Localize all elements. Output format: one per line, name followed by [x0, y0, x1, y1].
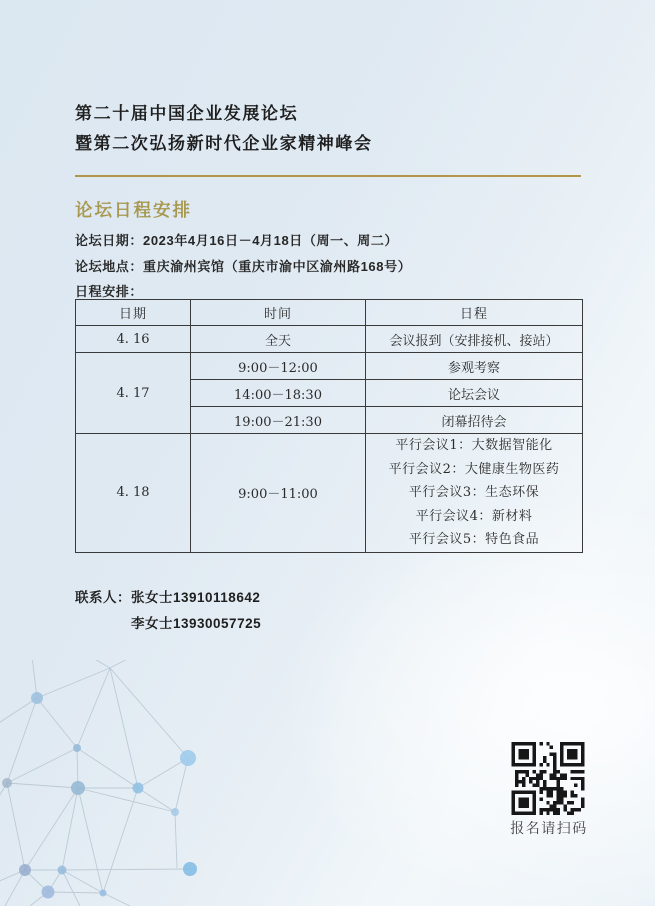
- schedule-table: [75, 299, 583, 553]
- event-cell: 参观考察: [366, 353, 583, 380]
- table-header-cell: 日程: [366, 300, 583, 326]
- page-title-line1: 第二十届中国企业发展论坛: [75, 104, 299, 123]
- time-cell: 19:00－21:30: [191, 407, 366, 434]
- event-line: 平行会议4：新材料: [415, 508, 533, 524]
- schedule-label: 日程安排：: [75, 284, 144, 299]
- qr-code-image: [510, 742, 586, 815]
- event-cell: 论坛会议: [366, 380, 583, 407]
- schedule-table-container: [75, 299, 582, 553]
- event-line: 平行会议1：大数据智能化: [395, 438, 553, 453]
- time-cell: 9:00－11:00: [191, 434, 366, 553]
- contact-name-phone-2: 李女士13930057725: [131, 616, 262, 631]
- contact-line-1: [75, 586, 260, 606]
- section-heading: 论坛日程安排: [75, 200, 192, 220]
- event-cell: 闭幕招待会: [366, 407, 583, 434]
- table-header-cell: 日期: [76, 300, 191, 326]
- page-title-line2: 暨第二次弘扬新时代企业家精神峰会: [75, 134, 373, 153]
- registration-qr-code: [510, 742, 586, 815]
- contact-label: 联系人：: [75, 590, 131, 605]
- qr-caption: 报名请扫码: [510, 821, 588, 837]
- forum-venue-line: 论坛地点：重庆渝州宾馆（重庆市渝中区渝州路168号）: [75, 259, 412, 274]
- event-line: 平行会议3：生态环保: [408, 485, 540, 501]
- table-header-cell: 时间: [191, 300, 366, 326]
- gold-divider: [75, 175, 581, 177]
- table-row: [76, 326, 583, 353]
- table-row: [76, 434, 583, 553]
- date-cell: 4. 16: [76, 326, 191, 353]
- event-line: 平行会议2：大健康生物医药: [388, 461, 560, 477]
- time-cell: 全天: [191, 326, 366, 353]
- event-cell: [366, 434, 583, 553]
- table-row: [76, 353, 583, 380]
- time-cell: 14:00－18:30: [191, 380, 366, 407]
- contact-line-2: [75, 612, 261, 632]
- date-cell: 4. 18: [76, 434, 191, 553]
- event-cell: 会议报到（安排接机、接站）: [366, 326, 583, 353]
- event-line: 平行会议5：特色食品: [408, 532, 540, 548]
- forum-date-line: 论坛日期：2023年4月16日－4月18日（周一、周二）: [75, 233, 399, 248]
- date-cell: 4. 17: [76, 353, 191, 434]
- network-decoration-graphic: [0, 660, 245, 906]
- table-header-row: [76, 300, 583, 326]
- time-cell: 9:00－12:00: [191, 353, 366, 380]
- contact-name-phone-1: 张女士13910118642: [131, 590, 261, 605]
